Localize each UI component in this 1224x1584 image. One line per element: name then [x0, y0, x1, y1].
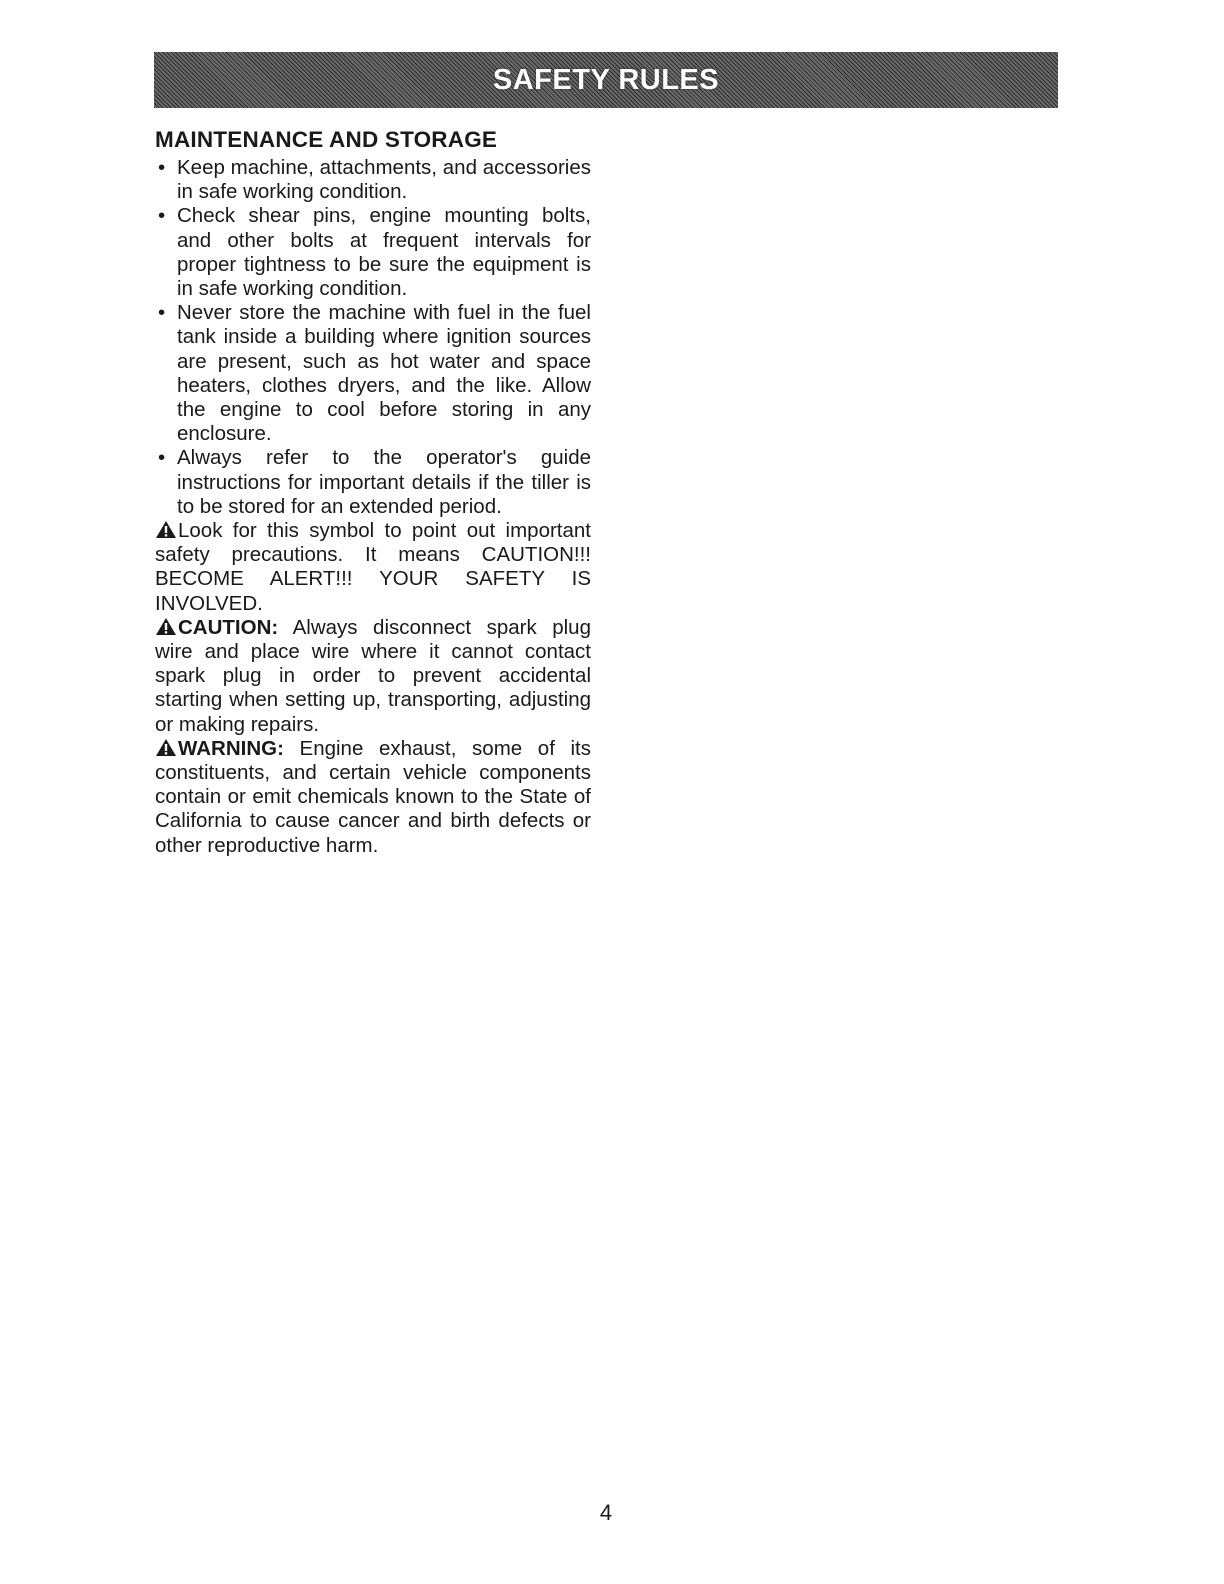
list-item-text: Always refer to the operator's guide instructions for important details if the tiller is to be stored for an extended period. [177, 446, 591, 518]
bullet-icon: • [158, 204, 166, 228]
main-content [155, 126, 591, 858]
bullet-icon: • [158, 156, 166, 179]
warning-notice [155, 737, 591, 858]
list-item [155, 204, 591, 301]
section-heading: MAINTENANCE AND STORAGE [155, 127, 498, 152]
list-item-text: Keep machine, attachments, and accessories in safe working condition. [177, 156, 591, 204]
safety-alert-icon [155, 617, 177, 636]
header-banner [154, 52, 1058, 108]
list-item-text: Check shear pins, engine mounting bolts, and other bolts at frequent intervals for proper tightness to be sure the equipment is in safe working condition. [177, 204, 591, 301]
symbol-notice-text: Look for this symbol to point out important safety precautions. It means CAUTION!!! BECOME ALERT!!! YOUR SAFETY IS INVOLVED. [155, 519, 591, 615]
bullet-icon: • [158, 446, 166, 470]
caution-notice [155, 616, 591, 737]
list-item-text: Never store the machine with fuel in the fuel tank inside a building where ignition sources are present, such as hot water and space heaters, clothes dryers, and the like. Allow the engine to cool before storing in any enclosure. [177, 301, 591, 446]
page-title: SAFETY RULES [492, 63, 720, 96]
list-item [155, 446, 591, 519]
caution-label: CAUTION: [178, 615, 279, 639]
symbol-notice [155, 519, 591, 616]
list-item [155, 156, 591, 204]
maintenance-list [155, 156, 591, 519]
list-item [155, 301, 591, 446]
warning-label: WARNING: [178, 736, 284, 760]
warning-text: Engine exhaust, some of its constituents, and certain vehicle components contain or emit chemicals known to the State of California to cause cancer and birth defects or other reproductive harm. [155, 736, 591, 857]
page-number: 4 [599, 1500, 613, 1525]
safety-alert-icon [155, 738, 177, 757]
bullet-icon: • [158, 301, 166, 325]
caution-text: Always disconnect spark plug wire and place wire where it cannot contact spark plug in order to prevent accidental starting when setting up, transporting, adjusting or making repairs. [155, 615, 591, 736]
safety-alert-icon [155, 520, 177, 539]
